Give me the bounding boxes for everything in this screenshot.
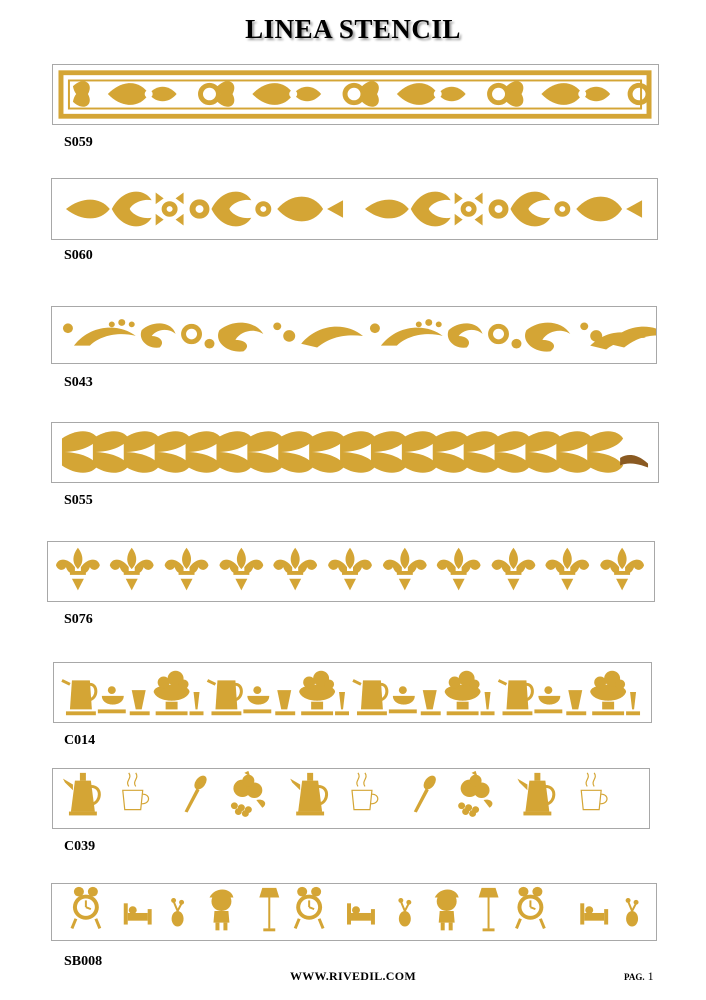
stencil-strip-sb008 bbox=[51, 883, 657, 941]
kitchen-still-life-pattern bbox=[54, 663, 651, 722]
stencil-strip-s043 bbox=[51, 306, 657, 364]
page-title: LINEA STENCIL bbox=[245, 14, 461, 44]
stencil-strip-c014 bbox=[53, 662, 652, 723]
stencil-code-s076: S076 bbox=[64, 612, 93, 627]
arabesque-panel-pattern bbox=[53, 65, 658, 124]
fleur-de-lis-pattern bbox=[48, 542, 654, 601]
stencil-strip-s060 bbox=[51, 178, 658, 240]
stencil-strip-s076 bbox=[47, 541, 655, 602]
stencil-strip-s059 bbox=[52, 64, 659, 125]
stencil-strip-c039 bbox=[52, 768, 650, 829]
page-number-value: 1 bbox=[647, 969, 654, 983]
stencil-code-s059: S059 bbox=[64, 135, 93, 150]
stencil-strip-s055 bbox=[51, 422, 659, 483]
stencil-code-c039: C039 bbox=[64, 839, 96, 854]
braided-rope-pattern bbox=[52, 423, 658, 482]
baroque-scroll-pattern bbox=[52, 179, 657, 239]
stencil-code-c014: C014 bbox=[64, 733, 96, 748]
wave-scroll-pattern bbox=[52, 307, 656, 363]
stencil-code-s060: S060 bbox=[64, 248, 93, 263]
page-label: PAG. bbox=[624, 972, 645, 982]
stencil-code-sb008: SB008 bbox=[64, 954, 103, 969]
stencil-code-s055: S055 bbox=[64, 493, 93, 508]
child-nursery-pattern bbox=[52, 884, 656, 940]
coffee-pots-cups-fruit-pattern bbox=[53, 769, 649, 828]
footer-website: WWW.RIVEDIL.COM bbox=[289, 969, 417, 983]
stencil-code-s043: S043 bbox=[64, 375, 93, 390]
page-number bbox=[624, 969, 654, 984]
